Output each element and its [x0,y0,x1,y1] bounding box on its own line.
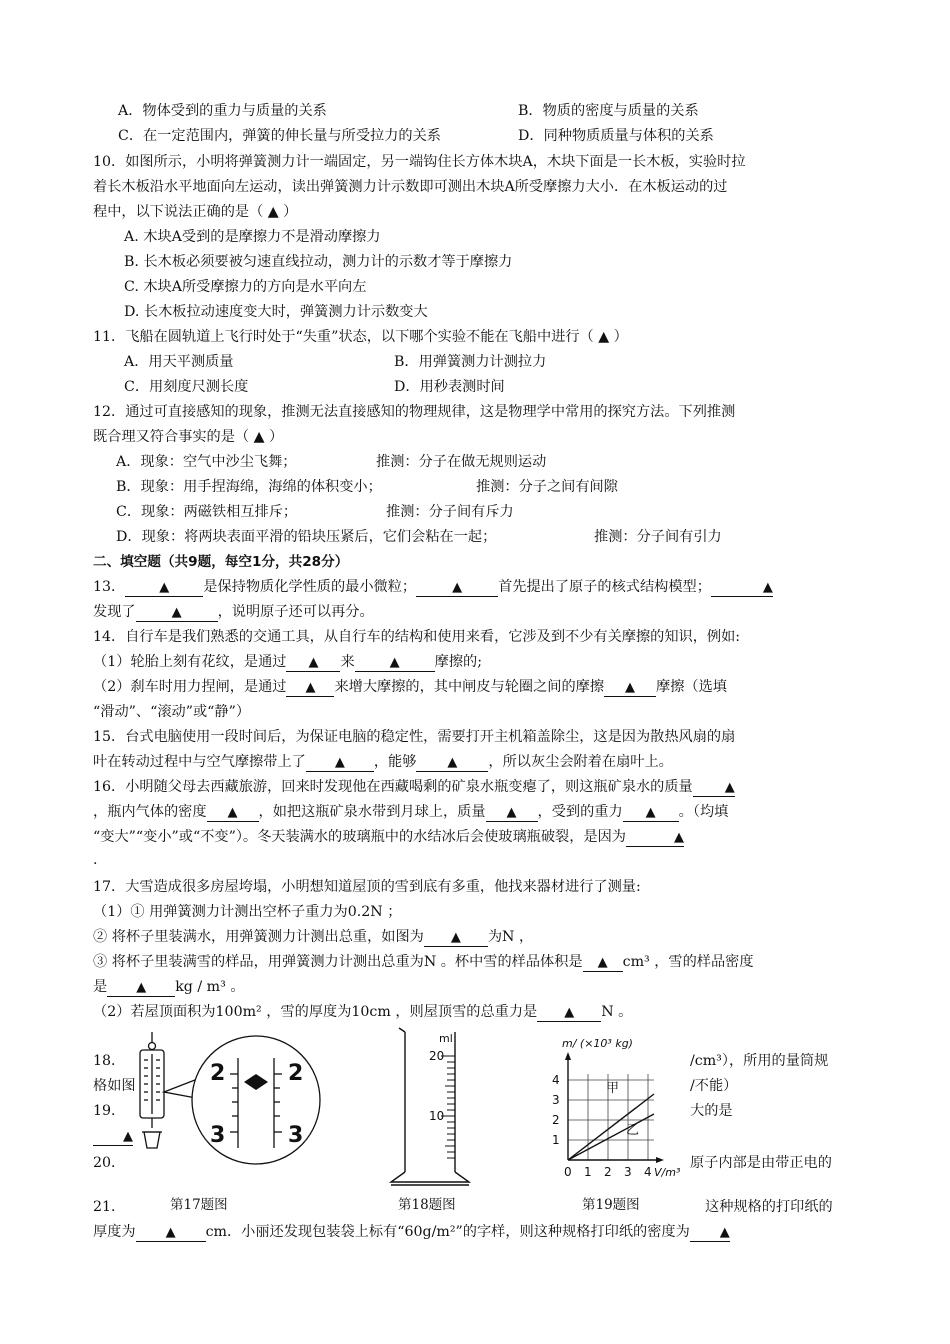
q11-option-c: C．用刻度尺测长度 [124,379,249,395]
fig19-caption: 第19题图 [582,1197,640,1213]
q19-blank[interactable]: ▲ [93,1128,133,1146]
q9-option-c: C．在一定范围内，弹簧的伸长量与所受拉力的关系 [118,128,441,144]
y-tick: 3 [552,1093,560,1107]
q13-blank-1[interactable]: ▲ [125,579,203,597]
q11-option-b: B．用弹簧测力计测拉力 [394,354,547,370]
dial-label-right-3: 3 [288,1123,304,1148]
y-tick: 2 [552,1113,560,1127]
q12-b-inference: 推测：分子之间有间隙 [476,479,618,495]
q11-option-d: D．用秒表测时间 [394,379,505,395]
q13-number: 13． [93,579,126,595]
q15-line1: 15．台式电脑使用一段时间后，为保证电脑的稳定性，需要打开主机箱盖除尘，这是因为散热风扇的扇 [93,729,736,745]
q13-blank-3[interactable]: ▲ [711,579,773,597]
q17-blank-4[interactable]: ▲ [537,1004,601,1022]
q19-fragment-right: 大的是 [690,1103,733,1119]
line-yi [568,1114,654,1160]
q10-stem-line3: 程中，以下说法正确的是（ ▲ ） [93,204,298,220]
q16-blank-3[interactable]: ▲ [486,804,538,822]
q9-option-d: D．同种物质质量与体积的关系 [518,128,714,144]
q12-d-inference: 推测：分子间有引力 [594,529,722,545]
x-tick: 0 [564,1165,572,1179]
dial-label-right-2: 2 [288,1061,304,1086]
q10-option-d: D. 长木板拉动速度变大时，弹簧测力计示数变大 [124,304,428,320]
q17-stem: 17．大雪造成很多房屋垮塌，小明想知道屋顶的雪到底有多重，他找来器材进行了测量: [93,879,641,895]
q12-c-inference: 推测：分子间有斥力 [386,504,514,520]
q19-fragment-blank [93,1126,133,1146]
q12-a-phenomenon: A．现象：空气中沙尘飞舞； [116,454,297,470]
y-axis-arrow-icon [565,1052,571,1060]
q10-stem-line2: 着长木板沿水平地面向左运动，读出弹簧测力计示数即可测出木块A所受摩擦力大小．在木板运动的过 [93,179,728,195]
q14-blank-3[interactable]: ▲ [286,679,334,697]
fig17-caption: 第17题图 [170,1197,228,1213]
q12-a-inference: 推测：分子在做无规则运动 [376,454,547,470]
y-tick-labels [552,1073,560,1147]
q20-fragment-number: 20． [93,1155,126,1171]
x-tick: 4 [644,1165,652,1179]
q16-line4: . [93,852,98,868]
q17-part2: （2）若屋顶面积为100m² ，雪的厚度为10cm ，则屋顶雪的总重力是 ▲ N 。 [93,1004,633,1020]
y-tick: 1 [552,1133,560,1147]
q15-blank-2[interactable]: ▲ [416,754,488,772]
q9-option-b: B．物质的密度与质量的关系 [518,103,699,119]
cylinder-mark-20: 20 [429,1049,445,1063]
q17-blank-2[interactable]: ▲ [583,954,623,972]
q12-stem-line2: 既合理又符合事实的是（ ▲ ） [93,429,284,445]
y-tick: 4 [552,1073,560,1087]
q9-option-a: A．物体受到的重力与质量的关系 [118,103,327,119]
q19-fragment-number: 19． [93,1103,126,1119]
q12-c-phenomenon: C．现象：两磁铁相互排斥； [116,504,298,520]
fig18-caption: 第18题图 [398,1197,456,1213]
q14-line3: “滑动”、“滚动”或“静”） [93,704,251,720]
q10-stem-line1: 10．如图所示，小明将弹簧测力计一端固定，另一端钩住长方体木块A，木块下面是一长木板，实验时拉 [93,154,746,170]
q14-line2: （2）刹车时用力捏闸，是通过 ▲ 来增大摩擦的，其中闸皮与轮圈之间的摩擦 ▲ 摩擦（选填 [93,679,727,695]
q17-step3: ③ 将杯子里装满雪的样品，用弹簧测力计测出总重为N 。杯中雪的样品体积是 ▲ cm³ ，雪的样品密度 [93,954,754,970]
cylinder-graduations [441,1056,455,1158]
q17-step4: 是 ▲ kg / m³ 。 [93,979,245,995]
q15-blank-1[interactable]: ▲ [306,754,374,772]
q20-fragment-right: 原子内部是由带正电的 [690,1155,832,1171]
x-axis-arrow-icon [656,1157,664,1163]
q17-blank-3[interactable]: ▲ [107,979,175,997]
q12-b-phenomenon: B．现象：用手捏海绵，海绵的体积变小； [116,479,382,495]
q21-fragment-right: 这种规格的打印纸的 [705,1199,833,1215]
q21-fragment-number: 21． [93,1199,126,1215]
dial-label-left-3: 3 [210,1123,226,1148]
q16-blank-5[interactable]: ▲ [626,829,684,847]
q16-line1: 16．小明随父母去西藏旅游，回来时发现他在西藏喝剩的矿泉水瓶变瘪了，则这瓶矿泉水的质量 ▲ [93,779,735,795]
x-tick-labels [564,1165,652,1179]
q14-stem: 14．自行车是我们熟悉的交通工具，从自行车的结构和使用来看，它涉及到不少有关摩擦的知识，例如: [93,629,741,645]
q18-fragment-right-1: /cm³），所用的量筒规 [690,1053,829,1069]
q18-fragment-right-2: /不能） [690,1078,738,1094]
fig17-spring-scale-diagram [130,1028,330,1176]
q14-blank-2[interactable]: ▲ [355,654,435,672]
q10-option-b: B. 长木板必须要被匀速直线拉动，测力计的示数才等于摩擦力 [124,254,513,270]
q17-step1: （1）① 用弹簧测力计测出空杯子重力为0.2N ； [93,904,402,920]
label-yi: 乙 [626,1123,640,1138]
x-tick: 3 [624,1165,632,1179]
q12-d-phenomenon: D．现象：将两块表面平滑的铅块压紧后，它们会粘在一起； [116,529,497,545]
x-axis-label: V/m³ [654,1166,681,1179]
q17-blank-1[interactable]: ▲ [424,929,488,947]
q17-step2: ② 将杯子里装满水，用弹簧测力计测出总重，如图为 ▲ 为N ， [93,929,534,945]
q16-blank-4[interactable]: ▲ [623,804,679,822]
line-jia [568,1094,654,1160]
label-jia: 甲 [606,1081,620,1096]
q13-blank-4[interactable]: ▲ [136,604,218,622]
q11-stem: 11．飞船在圆轨道上飞行时处于“失重”状态，以下哪个实验不能在飞船中进行（ ▲ ） [93,329,628,345]
section-2-heading: 二、填空题（共9题，每空1分，共28分） [93,554,349,570]
cylinder-mark-10: 10 [429,1109,445,1123]
q13-blank-2[interactable]: ▲ [416,579,498,597]
q12-stem-line1: 12．通过可直接感知的现象，推测无法直接感知的物理规律，这是物理学中常用的探究方法。下列推测 [93,404,736,420]
cylinder-unit-label: ml [439,1032,453,1045]
x-tick: 2 [604,1165,612,1179]
q16-blank-1[interactable]: ▲ [693,779,735,797]
q10-option-c: C. 木块A所受摩擦力的方向是水平向左 [124,279,367,295]
q13-line1: 13． ▲ 是保持物质化学性质的最小微粒； ▲ 首先提出了原子的核式结构模型； ▲ [93,579,773,595]
q13-line2: 发现了 ▲ ，说明原子还可以再分。 [93,604,374,620]
q21-line2: 厚度为 ▲ cm．小丽还发现包装袋上标有“60g/m²”的字样，则这种规格打印纸的密度为 ▲ [93,1224,730,1240]
dial-label-left-2: 2 [210,1061,226,1086]
q11-option-a: A．用天平测质量 [124,354,234,370]
q14-blank-1[interactable]: ▲ [286,654,340,672]
graph-axes [568,1054,660,1160]
q14-blank-4[interactable]: ▲ [604,679,656,697]
q16-line2: ，瓶内气体的密度 ▲ ，如把这瓶矿泉水带到月球上，质量 ▲ ，受到的重力 ▲ 。（均填 [93,804,729,820]
q15-line2: 叶在转动过程中与空气摩擦带上了 ▲ ，能够 ▲ ，所以灰尘会附着在扇叶上。 [93,754,673,770]
fig18-measuring-cylinder [385,1026,477,1190]
q21-blank-2[interactable]: ▲ [690,1224,730,1242]
y-axis-label: m/ (×10³ kg) [562,1037,633,1050]
q21-blank-1[interactable]: ▲ [136,1224,206,1242]
q18-fragment-number: 18． [93,1053,126,1069]
q14-line1: （1）轮胎上刻有花纹，是通过 ▲ 来 ▲ 摩擦的; [93,654,483,670]
fig19-mass-volume-graph [548,1034,686,1180]
q18-fragment-text: 格如图 [93,1078,136,1094]
q16-blank-2[interactable]: ▲ [207,804,259,822]
x-tick: 1 [584,1165,592,1179]
spring-scale-icon [140,1032,164,1148]
q10-option-a: A. 木块A受到的是摩擦力不是滑动摩擦力 [124,229,381,245]
q16-line3: “变大”“变小”或“不变”）。冬天装满水的玻璃瓶中的水结冰后会使玻璃瓶破裂，是因为 ▲ [93,829,684,845]
